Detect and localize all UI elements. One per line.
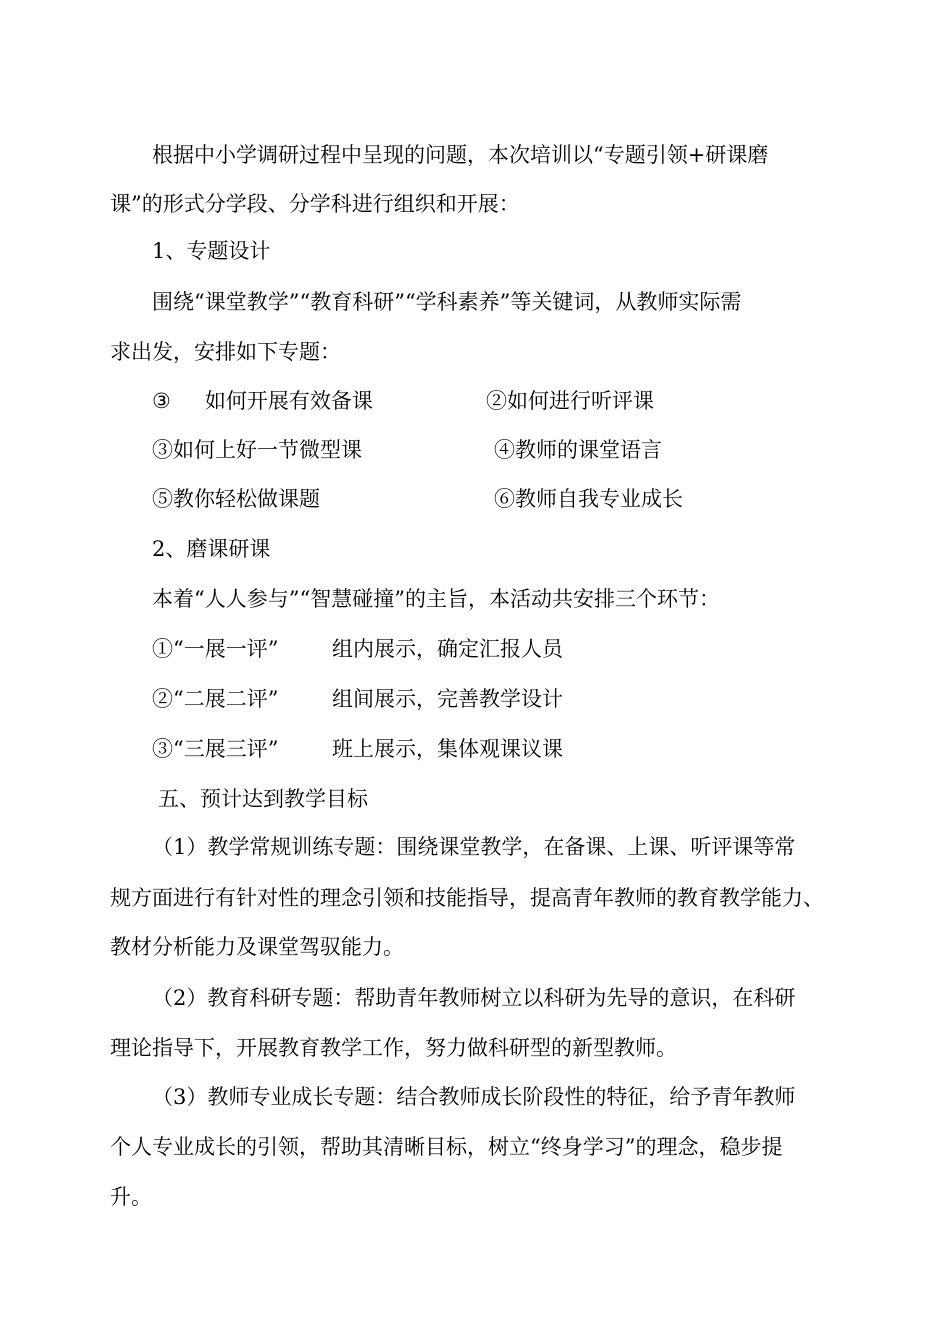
goal-3-line-1: （3）教师专业成长专题：结合教师成长阶段性的特征，给予青年教师: [152, 1085, 796, 1109]
topic-label: 教师的课堂语言: [515, 438, 662, 462]
topic-number: ④: [494, 438, 515, 462]
topic-item: [494, 484, 683, 514]
topic-number: ⑤: [152, 487, 173, 511]
topic-label: 如何开展有效备课: [204, 389, 373, 413]
topic-number: ②: [486, 389, 507, 413]
goal-1-line-3: 教材分析能力及课堂驾驭能力。: [110, 935, 404, 959]
goal-2-line-1: （2）教育科研专题：帮助青年教师树立以科研为先导的意识，在科研: [152, 986, 796, 1010]
step-desc: 班上展示，集体观课议课: [332, 737, 563, 761]
intro-line-1: 根据中小学调研过程中呈现的问题，本次培训以“专题引领+研课磨: [152, 143, 769, 167]
step-desc: 组间展示，完善教学设计: [332, 687, 563, 711]
step-name: ③“三展三评”: [152, 737, 279, 761]
goal-1-line-2: 规方面进行有针对性的理念引领和技能指导，提高青年教师的教育教学能力、: [110, 886, 824, 910]
section-5-heading: 五、预计达到教学目标: [158, 787, 368, 811]
topic-item: [486, 386, 654, 416]
topic-number: ③: [152, 389, 171, 413]
topic-item: [152, 484, 320, 514]
topic-label: 如何上好一节微型课: [173, 438, 362, 462]
step-desc: 组内展示，确定汇报人员: [332, 637, 563, 661]
intro-line-2: 课”的形式分学段、分学科进行组织和开展：: [110, 192, 520, 216]
topic-number: ③: [152, 438, 173, 462]
goal-2-line-2: 理论指导下，开展教育教学工作，努力做科研型的新型教师。: [110, 1036, 677, 1060]
topic-label: 如何进行听评课: [507, 389, 654, 413]
goal-3-line-2: 个人专业成长的引领，帮助其清晰目标，树立“终身学习”的理念，稳步提: [110, 1135, 783, 1159]
section-1-para-line-2: 求出发，安排如下专题：: [110, 340, 341, 364]
topic-item: [152, 435, 362, 465]
section-2-para: 本着“人人参与”“智慧碰撞”的主旨，本活动共安排三个环节：: [152, 587, 720, 611]
step-name: ②“二展二评”: [152, 687, 279, 711]
topic-item: [494, 435, 662, 465]
goal-1-line-1: （1）教学常规训练专题：围绕课堂教学，在备课、上课、听评课等常: [152, 835, 796, 859]
section-1-para-line-1: 围绕“课堂教学”“教育科研”“学科素养”等关键词，从教师实际需: [152, 290, 742, 314]
section-1-heading: 1、专题设计: [152, 239, 271, 263]
topic-label: 教你轻松做课题: [173, 487, 320, 511]
topic-label: 教师自我专业成长: [515, 487, 683, 511]
step-name: ①“一展一评”: [152, 637, 279, 661]
topic-item: [152, 386, 373, 416]
section-2-heading: 2、磨课研课: [152, 537, 271, 561]
goal-3-line-3: 升。: [110, 1185, 152, 1209]
topic-number: ⑥: [494, 487, 515, 511]
